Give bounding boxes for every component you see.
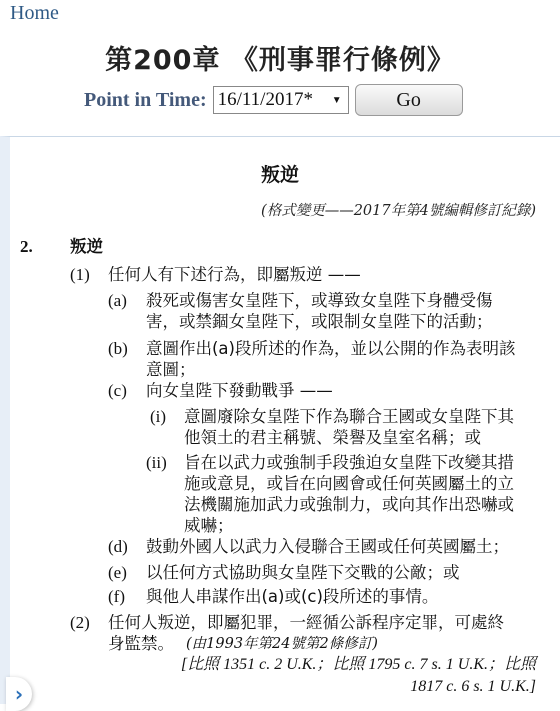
item-c-i-line1: 意圖廢除女皇陛下作為聯合王國或女皇陛下其 [184,407,514,426]
date-select-value: 16/11/2017* [217,89,313,110]
chevron-right-icon[interactable]: › [6,677,32,711]
item-c-ii-line2: 施或意見，或旨在向國會或任何英國屬土的立 [184,474,514,493]
reference-line-1: [比照 1351 c. 2 U.K.；比照 1795 c. 7 s. 1 U.K.；比照 [180,656,536,673]
item-a-line2: 害，或禁錮女皇陛下，或限制女皇陛下的活動； [146,312,493,331]
item-b-label: (b) [108,339,128,358]
subsection-2-line2: 身監禁。 [108,634,174,653]
item-b-line2: 意圖； [146,360,196,379]
item-d-text: 鼓動外國人以武力入侵聯合王國或任何英國屬土； [146,537,509,556]
item-c-label: (c) [108,381,127,400]
date-select[interactable] [213,86,349,114]
amendment-note: (格式變更——2017年第4號編輯修訂紀錄) [261,203,536,219]
section-heading: 叛逆 [260,164,299,186]
point-in-time-bar [84,84,463,116]
reference-line-2: 1817 c. 6 s. 1 U.K.] [410,678,536,695]
item-c-ii-line4: 威嚇； [184,516,234,535]
section-number: 2. [20,237,33,256]
item-f-text: 與他人串謀作出(a)或(c)段所述的事情。 [146,587,439,606]
section-title: 叛逆 [70,237,103,256]
item-b-line1: 意圖作出(a)段所述的作為，並以公開的作為表明該 [146,339,516,358]
item-c-ii-line1: 旨在以武力或強制手段強迫女皇陛下改變其措 [184,453,514,472]
item-c-i-line2: 他領土的君主稱號、榮譽及皇室名稱；或 [184,428,481,447]
home-link[interactable]: Home [10,2,59,24]
subsection-1-text: 任何人有下述行為，即屬叛逆 —— [108,265,361,284]
item-e-label: (e) [108,563,127,582]
item-a-line1: 殺死或傷害女皇陛下，或導致女皇陛下身體受傷 [146,291,493,310]
item-c-ii-line3: 法機關施加武力或強制力，或向其作出恐嚇或 [184,495,514,514]
item-e-text: 以任何方式協助與女皇陛下交戰的公敵；或 [146,563,460,582]
subsection-2-line1: 任何人叛逆，即屬犯罪，一經循公訴程序定罪，可處終 [108,613,504,632]
subsection-1-label: (1) [70,265,90,284]
item-c-text: 向女皇陛下發動戰爭 —— [146,381,333,400]
subsection-2-amendment: (由1993年第24號第2條修訂) [186,636,378,652]
item-a-label: (a) [108,291,127,310]
subsection-2-label: (2) [70,613,90,632]
item-c-ii-label: (ii) [146,453,167,472]
item-d-label: (d) [108,537,128,556]
point-in-time-label: Point in Time: [84,88,207,111]
page-title: 第200章 《刑事罪行條例》 [105,45,455,76]
go-button[interactable]: Go [355,84,463,116]
chevron-down-icon: ▼ [331,94,342,106]
item-c-i-label: (i) [150,407,167,426]
item-f-label: (f) [108,587,125,606]
